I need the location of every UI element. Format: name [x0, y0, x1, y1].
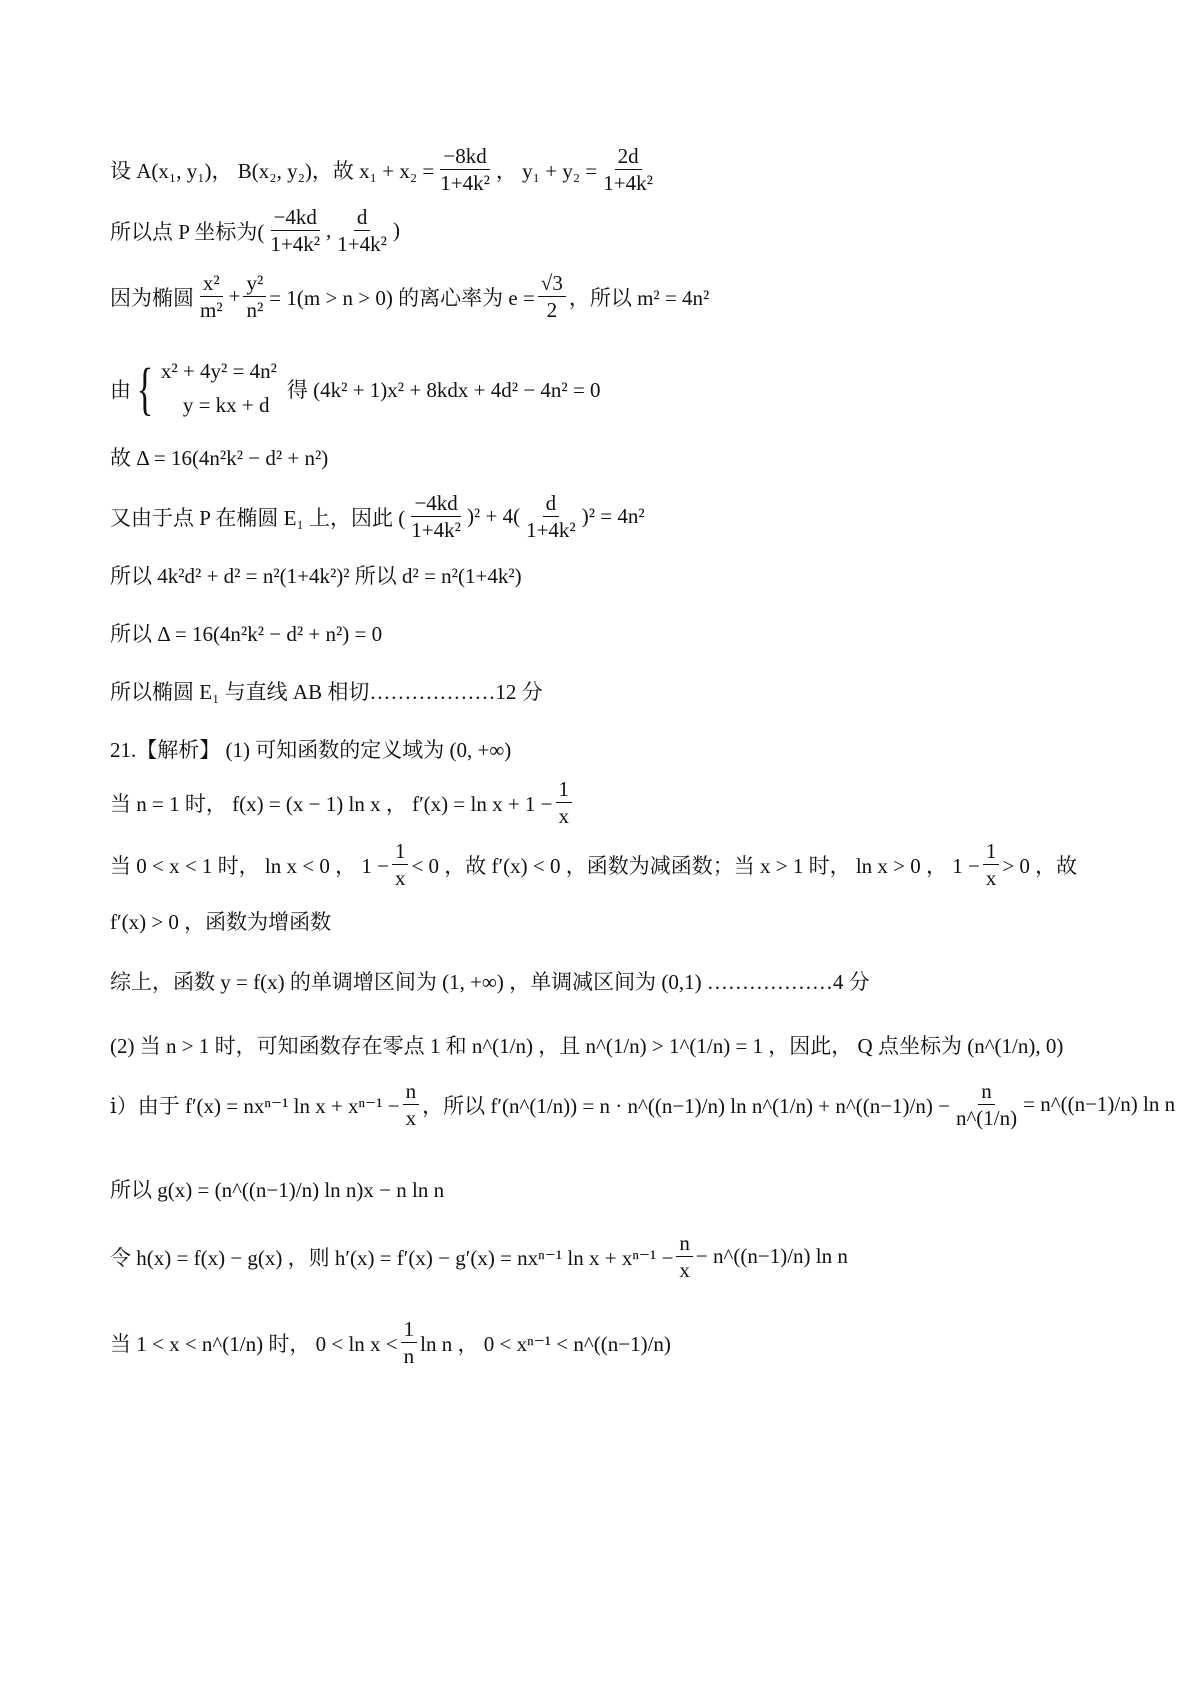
line-7 [110, 560, 522, 590]
text: 当 n = 1 时， f(x) = (x − 1) ln x ， f′(x) = ln x + 1 − [110, 791, 553, 816]
line-6 [110, 492, 645, 541]
text: 所以椭圆 E₁ 与直线 AB 相切………………12 分 [110, 680, 543, 704]
line-16 [110, 1080, 1175, 1129]
text: < 0 ，故 f′(x) < 0 ，函数为减函数；当 x > 1 时， ln x > 0 ， 1 − [411, 853, 980, 878]
text: f′(x) > 0 ，函数为增函数 [110, 910, 332, 934]
fraction: $\frac{1}{x}$ [392, 840, 409, 889]
fraction: $\frac{1}{x}$ [983, 840, 1000, 889]
line-10 [110, 734, 511, 764]
equation-system [131, 355, 287, 422]
fraction: $\frac{-4kd}{\text{1+4k²}}$ [270, 205, 321, 257]
text: 故 Δ = 16(4n²k² − d² + n²) [110, 446, 329, 470]
line-3 [110, 272, 709, 321]
line-18 [110, 1232, 848, 1281]
line-13 [110, 906, 331, 936]
fraction: $\frac{d}{\text{1+4k²}}$ [337, 205, 387, 257]
text: = n^((n−1)/n) ln n [1023, 1092, 1176, 1117]
text: 因为椭圆 [110, 285, 194, 310]
text: ，所以 m² = 4n² [568, 285, 710, 310]
equation: y = kx + d [182, 392, 270, 417]
text: ⅰ）由于 f′(x) = nxⁿ⁻¹ ln x + xⁿ⁻¹ − [110, 1093, 400, 1118]
text: = 1(m > n > 0) 的离心率为 e = [269, 285, 535, 310]
fraction: $\frac{n}{n\^{}(1/n)}$ [955, 1079, 1018, 1131]
line-12 [110, 840, 1077, 889]
fraction: $\frac{√3}{2}$ [538, 272, 566, 321]
text: , [326, 218, 332, 243]
line-17 [110, 1174, 444, 1204]
text: 所以 g(x) = (n^((n−1)/n) ln n)x − n ln n [110, 1178, 445, 1202]
text: ) [392, 218, 400, 243]
line-19 [110, 1318, 671, 1367]
text: 得 (4k² + 1)x² + 8kdx + 4d² − 4n² = 0 [286, 377, 601, 402]
fraction: $\frac{n}{x}$ [676, 1232, 693, 1281]
line-2 [110, 206, 400, 255]
text: 又由于点 P 在椭圆 E₁ 上，因此 ( [110, 505, 406, 530]
fraction: $\frac{-4kd}{\text{1+4k²}}$ [411, 491, 461, 543]
text: 所以点 P 坐标为( [110, 219, 265, 244]
text: )² = 4n² [581, 504, 645, 529]
text: )² + 4( [466, 504, 521, 529]
fraction: $\frac{n}{x}$ [403, 1080, 420, 1129]
text: > 0 ，故 [1002, 853, 1078, 878]
text: − n^((n−1)/n) ln n [695, 1244, 848, 1269]
equation: x² + 4y² = 4n² [160, 359, 277, 383]
text: 当 1 < x < n^(1/n) 时， 0 < ln x < [110, 1331, 398, 1356]
line-1 [110, 145, 659, 194]
fraction: $\frac{-8kd}{\text{1+4k²}}$ [440, 144, 490, 196]
text: 设 A(x₁, y₁)， B(x₂, y₂)，故 x₁ + x₂ = [110, 158, 435, 183]
text: 当 0 < x < 1 时， ln x < 0 ， 1 − [110, 853, 389, 878]
line-5 [110, 442, 328, 472]
brace-icon: { [136, 355, 154, 421]
fraction: $\frac{2d}{\text{1+4k²}}$ [603, 144, 653, 196]
text: 所以 4k²d² + d² = n²(1+4k²)² 所以 d² = n²(1+4k²) [110, 564, 522, 588]
text: 由 [110, 377, 131, 402]
text: ，所以 f′(n^(1/n)) = n · n^((n−1)/n) ln n^(1/n) + n^((n−1)/n) − [422, 1093, 950, 1118]
fraction: $\frac{d}{\text{1+4k²}}$ [526, 491, 576, 543]
text: ， y₁ + y₂ = [495, 158, 598, 183]
text: 21.【解析】 (1) 可知函数的定义域为 (0, +∞) [110, 738, 512, 762]
line-4 [110, 355, 601, 422]
fraction: $\frac{1}{n}$ [401, 1318, 418, 1367]
text: (2) 当 n > 1 时，可知函数存在零点 1 和 n^(1/n) ，且 n^(1/n) > 1^(1/n) = 1 ，因此， Q 点坐标为 (n^(1/n), 0) [110, 1034, 1064, 1058]
text: + [228, 284, 241, 309]
fraction: $\frac{\text{x²}}{\text{m²}}$ [200, 271, 223, 323]
text: 令 h(x) = f(x) − g(x) ，则 h′(x) = f′(x) − g′(x) = nxⁿ⁻¹ ln x + xⁿ⁻¹ − [110, 1245, 674, 1270]
line-14 [110, 966, 870, 996]
fraction: $\frac{\text{y²}}{\text{n²}}$ [243, 272, 266, 321]
line-9 [110, 676, 543, 706]
text: 所以 Δ = 16(4n²k² − d² + n²) = 0 [110, 622, 383, 646]
fraction: $\frac{1}{x}$ [556, 778, 573, 827]
text: ln n ， 0 < xⁿ⁻¹ < n^((n−1)/n) [420, 1331, 671, 1356]
line-8 [110, 618, 382, 648]
text: 综上，函数 y = f(x) 的单调增区间为 (1, +∞) ，单调减区间为 (0,1) ………………4 分 [110, 970, 870, 994]
line-11 [110, 778, 575, 827]
line-15 [110, 1030, 1063, 1060]
